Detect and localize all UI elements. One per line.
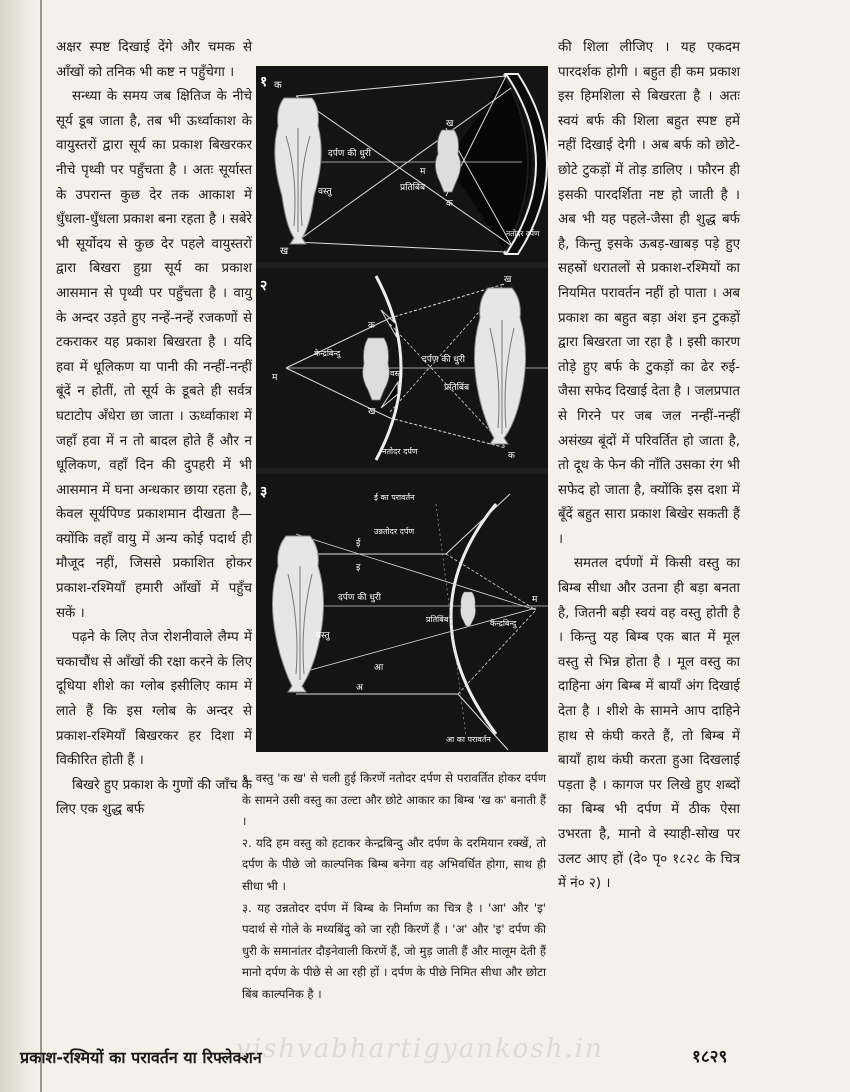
label-k: क	[274, 80, 282, 91]
page-footer	[0, 1034, 850, 1080]
far-label-k: क	[508, 451, 515, 461]
figure-panel-1	[256, 66, 548, 262]
center-point-label: केन्द्रबिन्दु	[314, 349, 341, 358]
reflection-label-i: ई का परावर्तन	[374, 493, 415, 502]
paragraph: की शिला लीजिए । यह एकदम पारदर्शक होगी । बहुत ही कम प्रकाश इस हिमशिला से बिखरता है । अतः स्वयं बर्फ की शिला बहुत स्पष्ट हमें नहीं दिखाई देगी । अब बर्फ को छोटे-छोटे टुकड़ों में तोड़ डालिए । फौरन ही इसकी पारदर्शिता नष्ट हो जाती है । अब भी यह पहले-जैसा ही शुद्ध बर्फ है, किन्तु इसके ऊबड़-खाबड़ पड़े हुए सहस्रों धरातलों से प्रकाश-रश्मियों का नियमित परावर्तन नहीं हो पाता । अब प्रकाश का बहुत बड़ा अंश इन टुकड़ों द्वारा बिखरता जा रहा है । इसी कारण तोड़े हुए बर्फ के टुकड़ों का ढेर रुई-जैसा सफेद दिखाई देता है । जलप्रपात से गिरने पर जब जल नन्हीं-नन्हीं असंख्य बूंदों में परिवर्तित हो जाता है, तो दूध के फेन की नाँति उसका रंग भी सफेद हो जाता है, क्योंकि इस दशा में बूँदें बहुत सारा प्रकाश बिखेर सकती हैं ।	[558, 40, 740, 547]
caption-2: २. यदि हम वस्तु को हटाकर केन्द्रबिन्दु और दर्पण के दरमियान रक्खें, तो दर्पण के पीछे जो काल्पनिक बिम्ब बनेगा वह अभिवर्धित होगा, साथ ही सीधा भी ।	[242, 835, 546, 893]
point-m-label: म	[532, 595, 538, 605]
figure-captions	[242, 768, 546, 1006]
paragraph: समतल दर्पणों में किसी वस्तु का बिम्ब सीधा और उतना ही बड़ा बनता है, जितनी बड़ी स्वयं वह वस्तु होती है । किन्तु यह बिम्ब एक बात में मूल वस्तु से भिन्न होता है । मूल वस्तु का दाहिना अंग बिम्ब में बायाँ अंग दिखाई देता है । शीशे के सामने आप दाहिने हाथ से कंघी करते हैं, तो बिम्ब में बायाँ हाथ कंघी करता हुआ दिखलाई पड़ता है । कागज पर लिखे हुए शब्दों का बिम्ब भी दर्पण में ठीक ऐसा उभरता है, मानो वे स्याही-सोख पर उलट आए हों (दे० पृ० १८२८ के चित्र में नं० २) ।	[558, 556, 740, 892]
paragraph: अक्षर स्पष्ट दिखाई देंगे और चमक से आँखों को तनिक भी कष्ट न पहुँचेगा ।	[56, 40, 252, 80]
image-top-label: ख	[446, 119, 454, 129]
image-label: प्रतिबिंब	[400, 183, 426, 193]
image-label: प्रतिबिंब	[426, 615, 449, 624]
ray-label-i2: इ	[356, 563, 361, 573]
caption-1: १. वस्तु 'क ख' से चली हुई किरणें नतोदर दर्पण से परावर्तित होकर दर्पण के सामने उसी वस्तु का उल्टा और छोटे आकार का बिम्ब 'ख क' बनाती हैं ।	[242, 771, 546, 829]
figure-panel-2	[256, 268, 548, 468]
paragraph: सन्ध्या के समय जब क्षितिज के नीचे सूर्य डूब जाता है, तब भी ऊर्ध्वाकाश के वायुस्तरों द्वारा सूर्य का प्रकाश बिखरकर नीचे पृथ्वी पर पहुँचता है । अतः सूर्यास्त के उपरान्त कुछ देर तक आकाश में धुँधला-धुँधला प्रकाश बना रहता है । सबेरे भी सूर्योदय से कुछ देर पहले वायुस्तरों द्वारा बिखरा हुग्रा सूर्य का प्रकाश आसमान से पृथ्वी पर पहुँचता है । वायु के अन्दर उड़ते हुए नन्हें-नन्हें रजकणों से टकराकर यह प्रकाश बिखरता है । यदि हवा में धूलिकण या पानी की नन्हीं-नन्हीं बूंदें न होतीं, तो सूर्य के डूबते ही सर्वत्र घटाटोप अँधेरा छा जाता । ऊर्ध्वाकाश में जहाँ हवा में न तो बादल होते हैं और न धूलिकण, वहाँ दिन की दुपहरी में भी आसमान में घना अन्धकार छाया रहता है, केवल सूर्यपिण्ड प्रकाशमान दीखता है—क्योंकि वहाँ वायु में अन्य कोई पदार्थ ही मौजूद नहीं, जिससे प्रकाशित होकर प्रकाश-रश्मियाँ हमारी आँखों में पहुँच सकें ।	[56, 89, 252, 621]
mirror-diagram-figure	[256, 66, 548, 752]
image-label: प्रतिबिंब	[444, 383, 470, 393]
object-label: वस्तु	[318, 187, 332, 197]
panel-number: १	[260, 74, 268, 90]
watermark: vishvabhartigyankosh.in	[236, 1034, 604, 1064]
mirror-label: नतोदर दर्पण	[506, 229, 540, 238]
panel-number: ३	[260, 484, 268, 500]
mirror-label: उन्नतोदर दर्पण	[374, 527, 415, 536]
caption-3: ३. यह उन्नतोदर दर्पण में बिम्ब के निर्माण का चित्र है । 'आ' और 'इ' पदार्थ से गोले के मध्यबिंदु को जा रही किरणें हैं । 'अ' और 'इ' दर्पण की धुरी के समानांतर दौड़नेवाली किरणें हैं, जो मुड़ जाती हैं और मालूम देती हैं मानो दर्पण के पीछे से आ रही हों । दर्पण के पीछे निमित सीधा और छोटा बिंब काल्पनिक है ।	[242, 900, 546, 1001]
ray-label-i: ई	[356, 539, 361, 549]
label-kh: ख	[368, 407, 376, 417]
ray-label-aa: आ	[374, 663, 384, 673]
paragraph: पढ़ने के लिए तेज रोशनीवाले लैम्प में चकाचौंध से आँखों की रक्षा करने के लिए दूधिया शीशे का ग्लोब इसीलिए काम में लाते हैं कि इस ग्लोब के अन्दर से प्रकाश-रश्मियाँ बिखरकर हर दिशा में विकीरित होती हैं ।	[56, 630, 252, 769]
axis-label: दर्पण की धुरी	[328, 149, 371, 159]
paragraph: बिखरे हुए प्रकाश के गुणों की जाँच के लिए एक शुद्ध बर्फ	[56, 777, 252, 818]
label-kh: ख	[280, 246, 289, 257]
center-point-label: केन्द्रबिन्दु	[490, 619, 517, 628]
reflection-label-aa: आ का परावर्तन	[446, 735, 491, 744]
running-title: प्रकाश-रश्मियों का परावर्तन या रिफ्लेक्शन	[20, 1048, 262, 1067]
far-label-kh: ख	[504, 275, 512, 285]
right-text-column	[558, 36, 740, 897]
ray-label-a: अ	[356, 683, 363, 693]
axis-label: दर्पण की धुरी	[338, 593, 381, 603]
binding-rule	[40, 0, 42, 1092]
point-m-label: म	[272, 373, 278, 383]
object-label: वस्तु	[316, 631, 330, 641]
mirror-label: नतोदर दर्पण	[382, 447, 418, 456]
page-number: १८२९	[692, 1047, 728, 1067]
label-k: क	[368, 321, 375, 331]
panel-number: २	[260, 278, 268, 294]
page-gutter-shadow	[0, 0, 40, 1092]
point-m-label: म	[420, 167, 426, 177]
image-bottom-label: क	[446, 199, 453, 209]
left-text-column	[56, 36, 252, 823]
axis-label: दर्पण की धुरी	[422, 355, 465, 365]
figure-panel-3	[256, 474, 548, 752]
object-label: वस्तु	[390, 369, 403, 378]
